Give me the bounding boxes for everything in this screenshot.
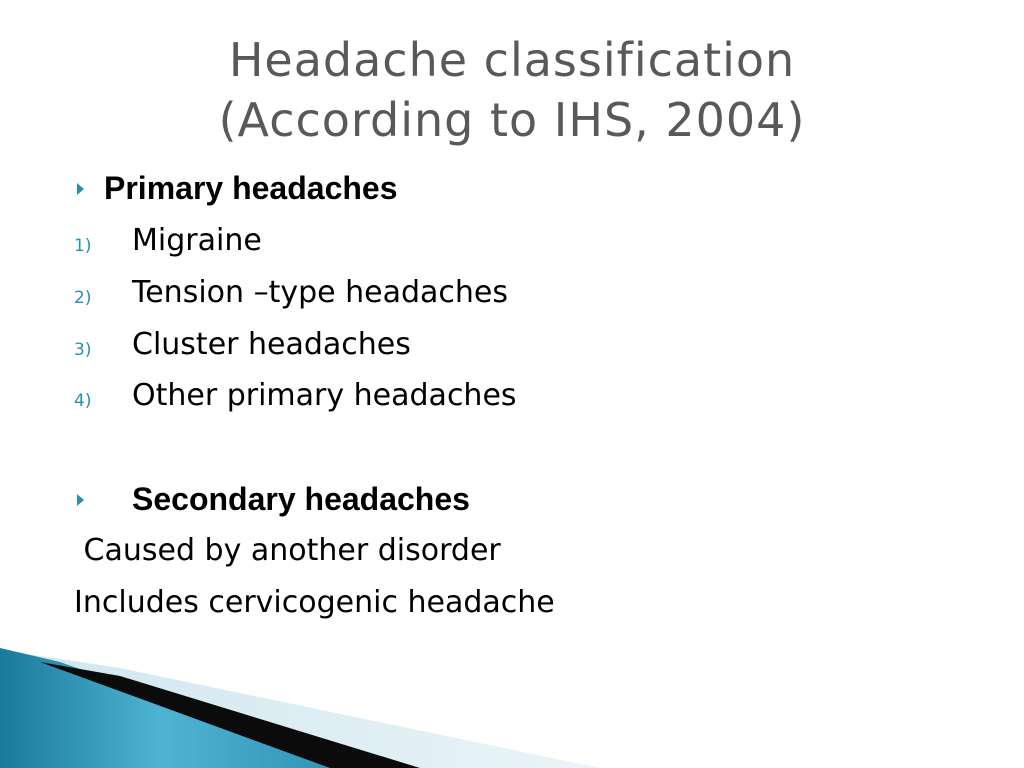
pale-band [0,650,600,768]
triangle-right-icon [77,494,84,506]
list-item: Other primary headaches [132,378,517,413]
title-line-1: Headache classification [228,33,796,87]
list-number: 2) [74,288,92,308]
slide-title [0,30,1024,150]
triangle-right-icon [77,183,84,195]
primary-heading: Primary headaches [104,170,398,206]
secondary-line: Caused by another disorder [74,533,501,568]
title-line-2: (According to IHS, 2004) [218,93,806,147]
list-item: Tension –type headaches [132,275,508,310]
secondary-line: Includes cervicogenic headache [74,585,555,620]
list-number: 4) [74,391,92,411]
black-stripe [40,662,420,768]
list-number: 1) [74,236,92,256]
secondary-heading: Secondary headaches [132,481,470,517]
teal-band [0,648,360,768]
list-item: Cluster headaches [132,327,411,362]
list-number: 3) [74,340,92,360]
list-item: Migraine [132,223,262,258]
